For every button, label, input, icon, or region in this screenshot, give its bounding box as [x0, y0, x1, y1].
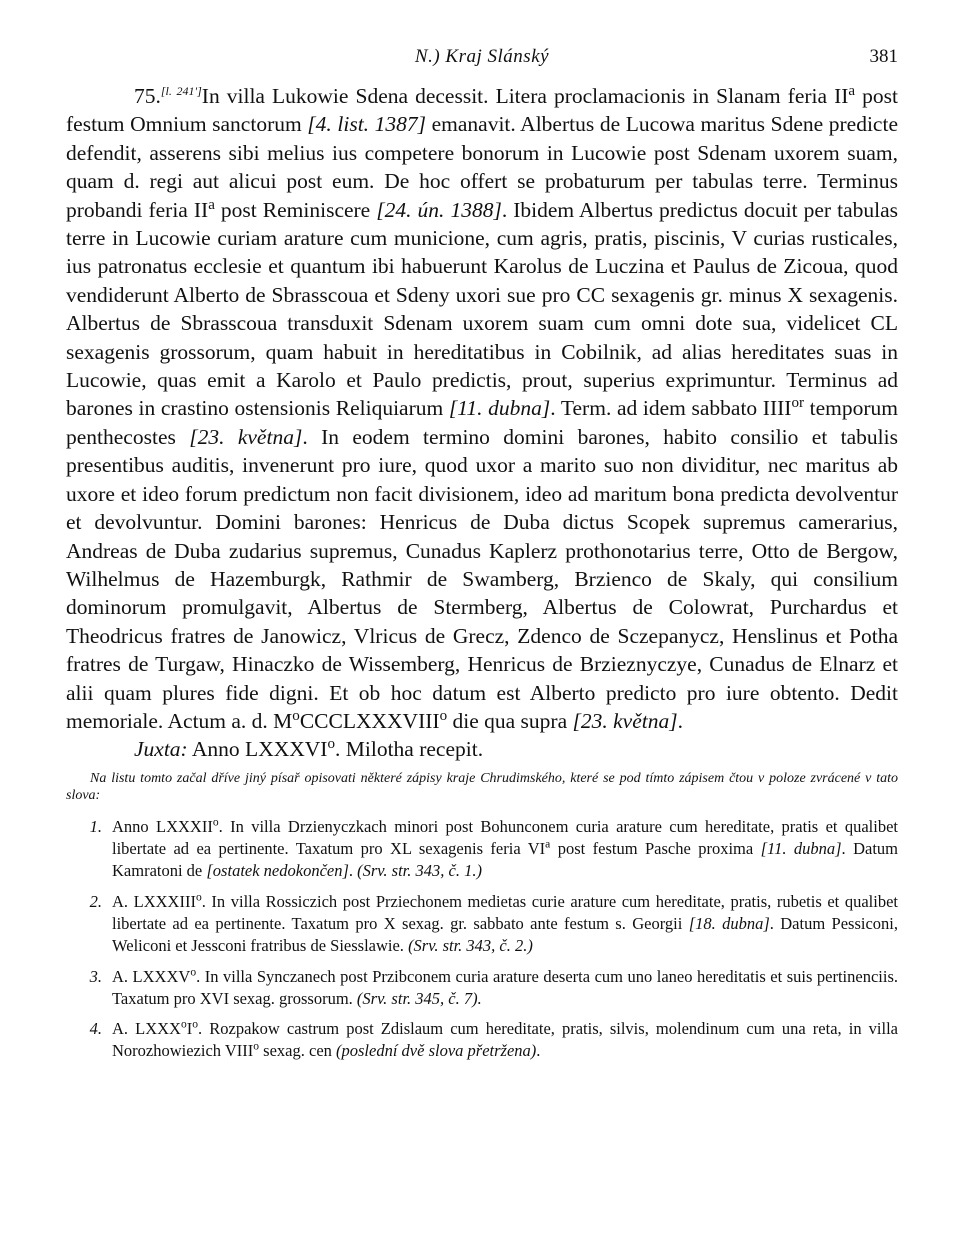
- superscript: o: [212, 816, 219, 829]
- date-note: [24. ún. 1388]: [376, 197, 502, 222]
- text-segment: . Rozpakow castrum post Zdislaum cum hereditate, pratis, silvis, molendinum cum una reta, in villa Norozhowiezich VIII: [112, 1019, 898, 1061]
- date-note: [23. května]: [189, 424, 303, 449]
- running-header: [66, 40, 898, 74]
- text-segment: post festum Pasche proxima: [550, 839, 761, 859]
- list-item: [66, 966, 898, 1011]
- cross-reference: (Srv. str. 343, č. 2.): [408, 936, 533, 956]
- entries-list: [66, 816, 898, 1063]
- text-segment: . In eodem termino domini barones, habito consilio et tabulis presentibus auditis, invenerunt pro iure, quod uxor a marito suo non dividitur, nec maritus ab uxore et ideo forum predictum non facit divisionem, ideo ad maritum bona predicta devolventur et devolvuntur. Domini barones: Henricus de Duba dictus Scopek supremus camerarius, Andreas de Duba zudarius supremus, Cunadus Kaplerz prothonotarius terre, Otto de Bergow, Wilhelmus de Hazemburgk, Rathmir de Swamberg, Brzienco de Skaly, qui consilium dominorum promulgavit, Albertus de Stermberg, Albertus de Colowrat, Purchardus et Theodricus fratres de Janowicz, Vlricus de Grecz, Zdenco de Sczepanycz, Henslinus et Potha fratres de Turgaw, Hinaczko de Wissemberg, Henricus de Brzieznyczye, Cunadus de Elnarz et alii quam plures fide digni. Et ob hoc datum est Alberto predicto pro iure obtento. Dedit memoriale. Actum a. d. M: [66, 424, 898, 733]
- text-segment: . Milotha recepit.: [335, 737, 484, 762]
- running-title: N.) Kraj Slánský: [414, 46, 550, 67]
- text-segment: A. LXXX: [112, 1019, 181, 1039]
- editorial-remark: [ostatek nedokončen]: [206, 861, 349, 881]
- superscript: o: [439, 707, 448, 724]
- entry-number: 1.: [89, 816, 102, 836]
- superscript: o: [192, 1018, 199, 1031]
- superscript: o: [180, 1018, 187, 1031]
- text-segment: .: [677, 708, 683, 733]
- date-note: [11. dubna]: [448, 396, 551, 421]
- text-segment: In villa Lukowie Sdena decessit. Litera proclamacionis in Slanam feria II: [201, 84, 849, 108]
- date-note: [11. dubna]: [760, 839, 842, 859]
- superscript: o: [190, 966, 197, 979]
- text-segment: A. LXXXIII: [112, 891, 196, 911]
- text-segment: die qua supra: [447, 708, 573, 733]
- text-segment: I: [186, 1019, 193, 1039]
- juxta-line: [66, 735, 898, 763]
- superscript: o: [195, 891, 202, 904]
- record-75: [66, 82, 898, 735]
- text-segment: CCCLXXXVIII: [299, 708, 440, 733]
- entry-number: 3.: [89, 966, 102, 986]
- text-segment: A. LXXXV: [112, 966, 191, 986]
- date-note: [18. dubna]: [688, 913, 770, 933]
- main-text: [66, 82, 898, 764]
- cross-reference: (Srv. str. 343, č. 1.): [357, 861, 482, 881]
- superscript: a: [545, 838, 551, 851]
- superscript: o: [253, 1040, 260, 1053]
- text-segment: post Reminiscere: [214, 197, 377, 222]
- text-segment: . In villa Rossiczich post Prziechonem medietas curie arature cum hereditate, pratis, rubetis et qualibet libertate ad ea pertinente. Taxatum pro X sexag. gr. sabbato ante festum s. Georgii: [112, 891, 898, 933]
- superscript: o: [327, 736, 335, 753]
- entry-number: 4.: [89, 1019, 102, 1039]
- text-segment: Anno LXXXVI: [187, 737, 328, 762]
- text-segment: . Datum Kamratoni de: [112, 839, 898, 881]
- list-item: [66, 1018, 898, 1063]
- cross-reference: (Srv. str. 345, č. 7).: [356, 988, 482, 1008]
- document-page: [66, 40, 898, 1071]
- superscript: a: [208, 196, 215, 213]
- list-item: [66, 816, 898, 883]
- text-segment: . In villa Drzienyczkach minori post Bohunconem curia arature cum hereditate, pratis et qualibet libertate ad ea pertinente. Taxatum pro XL sexagenis feria VI: [112, 816, 898, 859]
- text-segment: emanavit. Albertus de Lucowa maritus Sdene predicte defendit, asserens sibi melius ius competere bonorum in Lucowie post Sdenam uxorem suam, quam d. regi aut alicui post eum. De hoc offert se probaturum per tabulas terre. Terminus probandi feria II: [66, 112, 898, 222]
- editorial-note: Na listu tomto začal dříve jiný písař opisovati některé zápisy kraje Chrudimského, které se pod tímto zápisem čtou v poloze zvrácené v tato slova:: [66, 770, 898, 803]
- text-segment: .: [348, 861, 358, 881]
- date-note: [23. května]: [572, 708, 678, 733]
- text-segment: post festum Omnium sanctorum: [66, 84, 898, 137]
- page-number: 381: [869, 46, 898, 67]
- text-segment: sexag. cen: [259, 1041, 337, 1061]
- entry-number: 2.: [89, 891, 102, 911]
- superscript: a: [848, 82, 856, 99]
- record-number: 75.: [134, 84, 161, 108]
- text-segment: .: [536, 1041, 541, 1061]
- superscript: o: [292, 707, 300, 724]
- text-segment: . Datum Pessiconi, Weliconi et Jessconi fratribus de Siesslawie.: [112, 913, 899, 956]
- list-item: [66, 891, 898, 958]
- text-segment: . Ibidem Albertus predictus docuit per tabulas terre in Lucowie curiam arature cum municione, cum agris, pratis, piscinis, V curias rusticales, ius patronatus ecclesie et quantum ibi habuerunt Karolus de Luczina et Paulus de Zicoua, quod vendiderunt Alberto de Sbrasscoua et Sdeny uxori sue pro CC sexagenis gr. minus X sexagenis. Albertus de Sbrasscoua transduxit Sdenam uxorem suam cum omni dote sua, videlicet CL sexagenis grossorum, quam habuit in hereditatibus in Cobilnik, ad alias hereditates suas in Lucowie, quas emit a Karolo et Paulo predictis, prout, superius exprimuntur. Terminus ad barones in crastino ostensionis Reliquiarum: [66, 197, 899, 421]
- text-segment: Anno LXXXII: [112, 816, 213, 836]
- superscript: or: [791, 395, 804, 412]
- text-segment: temporum penthecostes: [66, 396, 899, 449]
- editorial-remark: (poslední dvě slova přetržena): [336, 1041, 537, 1061]
- text-segment: . Term. ad idem sabbato IIII: [550, 396, 792, 421]
- juxta-label: Juxta:: [134, 737, 188, 762]
- text-segment: . In villa Synczanech post Przibconem curia arature deserta cum uno laneo hereditatis et suis pertinenciis. Taxatum pro XVI sexag. grossorum.: [112, 966, 898, 1008]
- date-note: [4. list. 1387]: [307, 112, 427, 137]
- folio-reference: [l. 241']: [160, 83, 202, 98]
